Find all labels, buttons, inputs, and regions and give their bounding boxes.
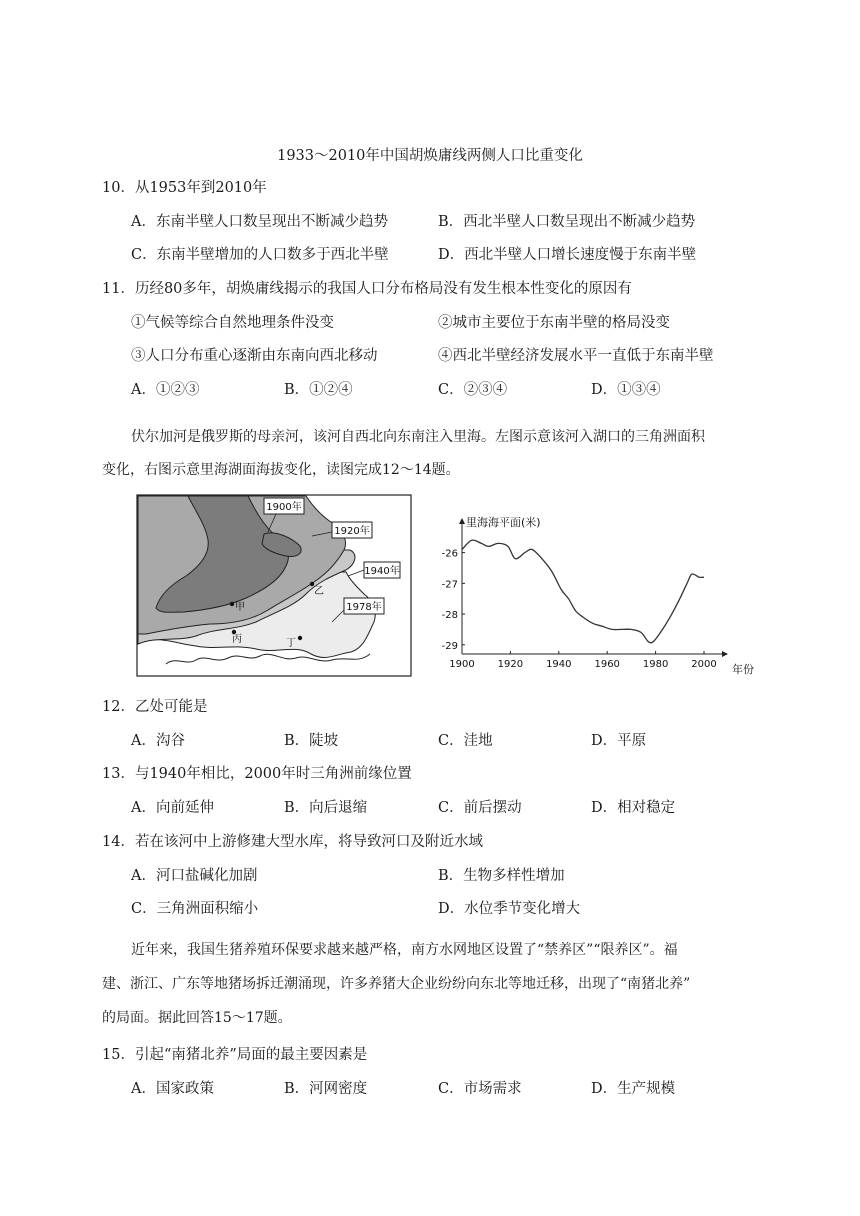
delta-map-figure [136, 494, 412, 678]
q11-option-c: C．②③④ [438, 382, 508, 398]
x-tick-label: 1940 [546, 659, 572, 670]
y-tick-label: -26 [441, 548, 458, 560]
y-axis-arrow [459, 518, 465, 524]
point-jia-marker [230, 602, 234, 606]
y-tick-label: -29 [441, 640, 458, 652]
point-jia-label: 甲 [235, 602, 245, 613]
q12-option-b: B．陡坡 [284, 733, 339, 749]
q15-option-b: B．河网密度 [284, 1081, 368, 1097]
y-tick-label: -28 [441, 610, 458, 622]
point-ding-marker [298, 636, 302, 640]
q10-option-a: A．东南半壁人口数呈现出不断减少趋势 [131, 214, 388, 230]
passage-2-line-3: 的局面。据此回答15～17题。 [102, 1010, 292, 1026]
x-tick-label: 2000 [691, 659, 717, 670]
chart-ticks [442, 549, 717, 670]
label-1978: 1978年 [346, 602, 382, 613]
x-tick-label: 1960 [594, 659, 620, 670]
q11-item-1: ①气候等综合自然地理条件没变 [131, 315, 334, 331]
passage-1-line-2: 变化，右图示意里海湖面海拔变化，读图完成12～14题。 [102, 462, 460, 478]
question-10-stem: 10．从1953年到2010年 [102, 180, 267, 196]
q11-item-2: ②城市主要位于东南半壁的格局没变 [438, 315, 670, 331]
question-14-stem: 14．若在该河中上游修建大型水库，将导致河口及附近水域 [102, 834, 483, 850]
q10-option-b: B．西北半壁人口数呈现出不断减少趋势 [438, 214, 696, 230]
x-tick-label: 1900 [449, 659, 475, 670]
q12-option-d: D．平原 [591, 733, 647, 749]
q11-option-a: A．①②③ [131, 382, 200, 398]
q14-option-c: C．三角洲面积缩小 [131, 901, 259, 917]
question-15-stem: 15．引起“南猪北养”局面的最主要因素是 [102, 1047, 368, 1063]
y-tick-label: -27 [441, 579, 458, 591]
question-12-stem: 12．乙处可能是 [102, 699, 208, 715]
point-yi-label: 乙 [314, 586, 324, 597]
q11-item-4: ④西北半壁经济发展水平一直低于东南半壁 [438, 348, 714, 364]
q14-option-b: B．生物多样性增加 [438, 868, 565, 884]
passage-2-line-2: 建、浙江、广东等地猪场拆迁潮涌现，许多养猪大企业纷纷向东北等地迁移，出现了“南猪北养” [102, 976, 691, 992]
point-ding-label: 丁 [286, 638, 296, 649]
q15-option-c: C．市场需求 [438, 1081, 522, 1097]
q14-option-d: D．水位季节变化增大 [438, 901, 581, 917]
q14-option-a: A．河口盐碱化加剧 [131, 868, 258, 884]
y-axis-label: 里海海平面(米) [466, 516, 541, 529]
q13-option-a: A．向前延伸 [131, 800, 214, 816]
caspian-sea-level-chart [436, 506, 776, 686]
chart-axes [459, 518, 728, 657]
label-1940: 1940年 [364, 566, 400, 577]
q11-item-3: ③人口分布重心逐渐由东南向西北移动 [131, 348, 378, 364]
q13-option-c: C．前后摆动 [438, 800, 522, 816]
x-tick-label: 1980 [642, 659, 669, 670]
point-bing-label: 丙 [232, 634, 242, 645]
label-1900: 1900年 [266, 502, 302, 513]
q12-option-a: A．沟谷 [131, 733, 185, 749]
series-line-sea-level [462, 540, 704, 643]
q10-option-c: C．东南半壁增加的人口数多于西北半壁 [131, 247, 389, 263]
q11-option-d: D．①③④ [591, 382, 661, 398]
q10-option-d: D．西北半壁人口增长速度慢于东南半壁 [438, 247, 697, 263]
x-tick-label: 1920 [497, 659, 524, 670]
label-1920: 1920年 [334, 526, 370, 537]
x-axis-arrow [722, 651, 728, 657]
q13-option-d: D．相对稳定 [591, 800, 676, 816]
q13-option-b: B．向后退缩 [284, 800, 368, 816]
passage-2-line-1: 近年来，我国生猪养殖环保要求越来越严格，南方水网地区设置了“禁养区”“限养区”。福 [131, 942, 678, 958]
x-axis-label: 年份 [732, 663, 754, 676]
q15-option-d: D．生产规模 [591, 1081, 676, 1097]
q11-option-b: B．①②④ [284, 382, 353, 398]
q15-option-a: A．国家政策 [131, 1081, 214, 1097]
question-13-stem: 13．与1940年相比，2000年时三角洲前缘位置 [102, 766, 412, 782]
passage-1-line-1: 伏尔加河是俄罗斯的母亲河，该河自西北向东南注入里海。左图示意该河入湖口的三角洲面积 [131, 429, 705, 445]
q12-option-c: C．洼地 [438, 733, 493, 749]
figure-caption: 1933～2010年中国胡焕庸线两侧人口比重变化 [277, 148, 583, 164]
question-11-stem: 11．历经80多年，胡焕庸线揭示的我国人口分布格局没有发生根本性变化的原因有 [102, 281, 632, 297]
